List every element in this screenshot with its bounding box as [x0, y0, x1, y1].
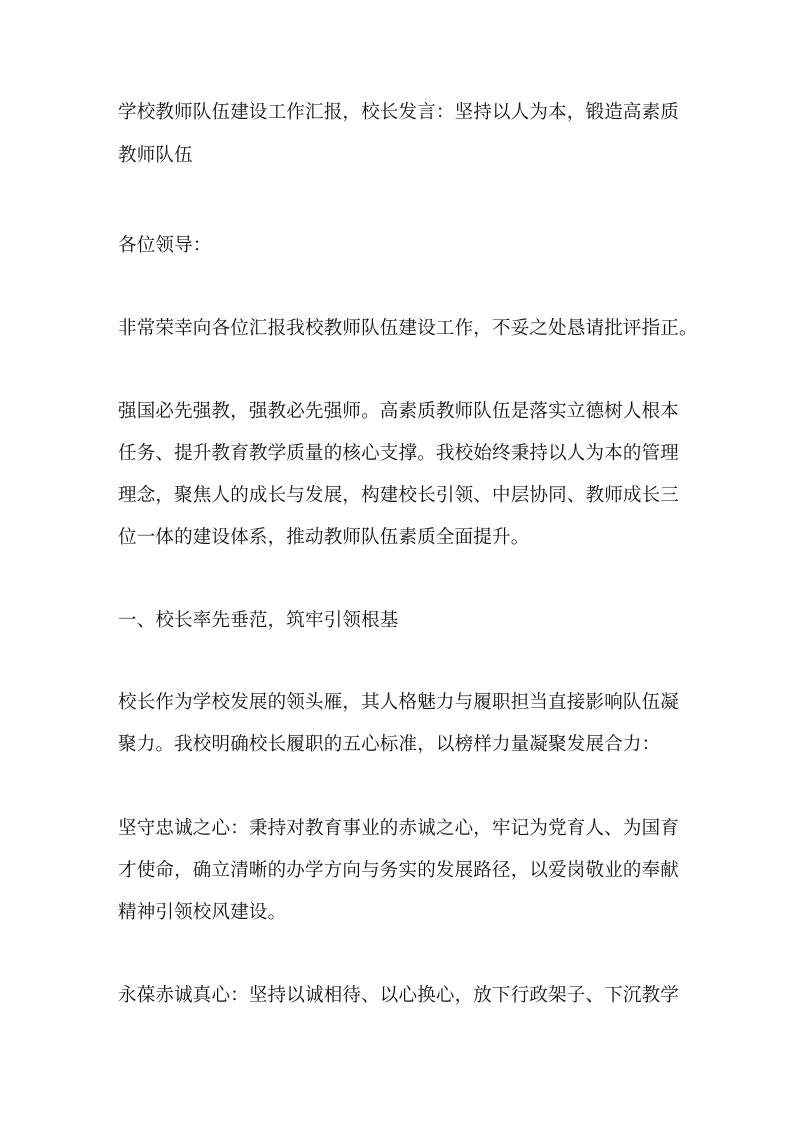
point-1-line-2: 才使命，确立清晰的办学方向与务实的发展路径，以爱岗敬业的奉献	[118, 860, 680, 881]
salutation: 各位领导：	[118, 235, 212, 256]
point-1-line-3: 精神引领校风建设。	[118, 902, 287, 923]
intro-paragraph-line-2: 任务、提升教育教学质量的核心支撑。我校始终秉持以人为本的管理	[118, 443, 680, 464]
intro-paragraph-line-4: 位一体的建设体系，推动教师队伍素质全面提升。	[118, 527, 530, 548]
document-title-line-1: 学校教师队伍建设工作汇报，校长发言：坚持以人为本，锻造高素质	[118, 102, 680, 123]
document-title-line-2: 教师队伍	[118, 145, 193, 166]
section-1-heading: 一、校长率先垂范，筑牢引领根基	[118, 610, 399, 631]
intro-paragraph-line-3: 理念，聚焦人的成长与发展，构建校长引领、中层协同、教师成长三	[118, 485, 680, 506]
opening-paragraph: 非常荣幸向各位汇报我校教师队伍建设工作，不妥之处恳请批评指正。	[118, 318, 698, 339]
intro-paragraph-line-1: 强国必先强教，强教必先强师。高素质教师队伍是落实立德树人根本	[118, 401, 680, 422]
point-2-line-1: 永葆赤诚真心：坚持以诚相待、以心换心，放下行政架子、下沉教学	[118, 985, 680, 1006]
section-1-intro-line-2: 聚力。我校明确校长履职的五心标准，以榜样力量凝聚发展合力：	[118, 734, 661, 755]
point-1-line-1: 坚守忠诚之心：秉持对教育事业的赤诚之心，牢记为党育人、为国育	[118, 818, 680, 839]
section-1-intro-line-1: 校长作为学校发展的领头雁，其人格魅力与履职担当直接影响队伍凝	[118, 692, 680, 713]
